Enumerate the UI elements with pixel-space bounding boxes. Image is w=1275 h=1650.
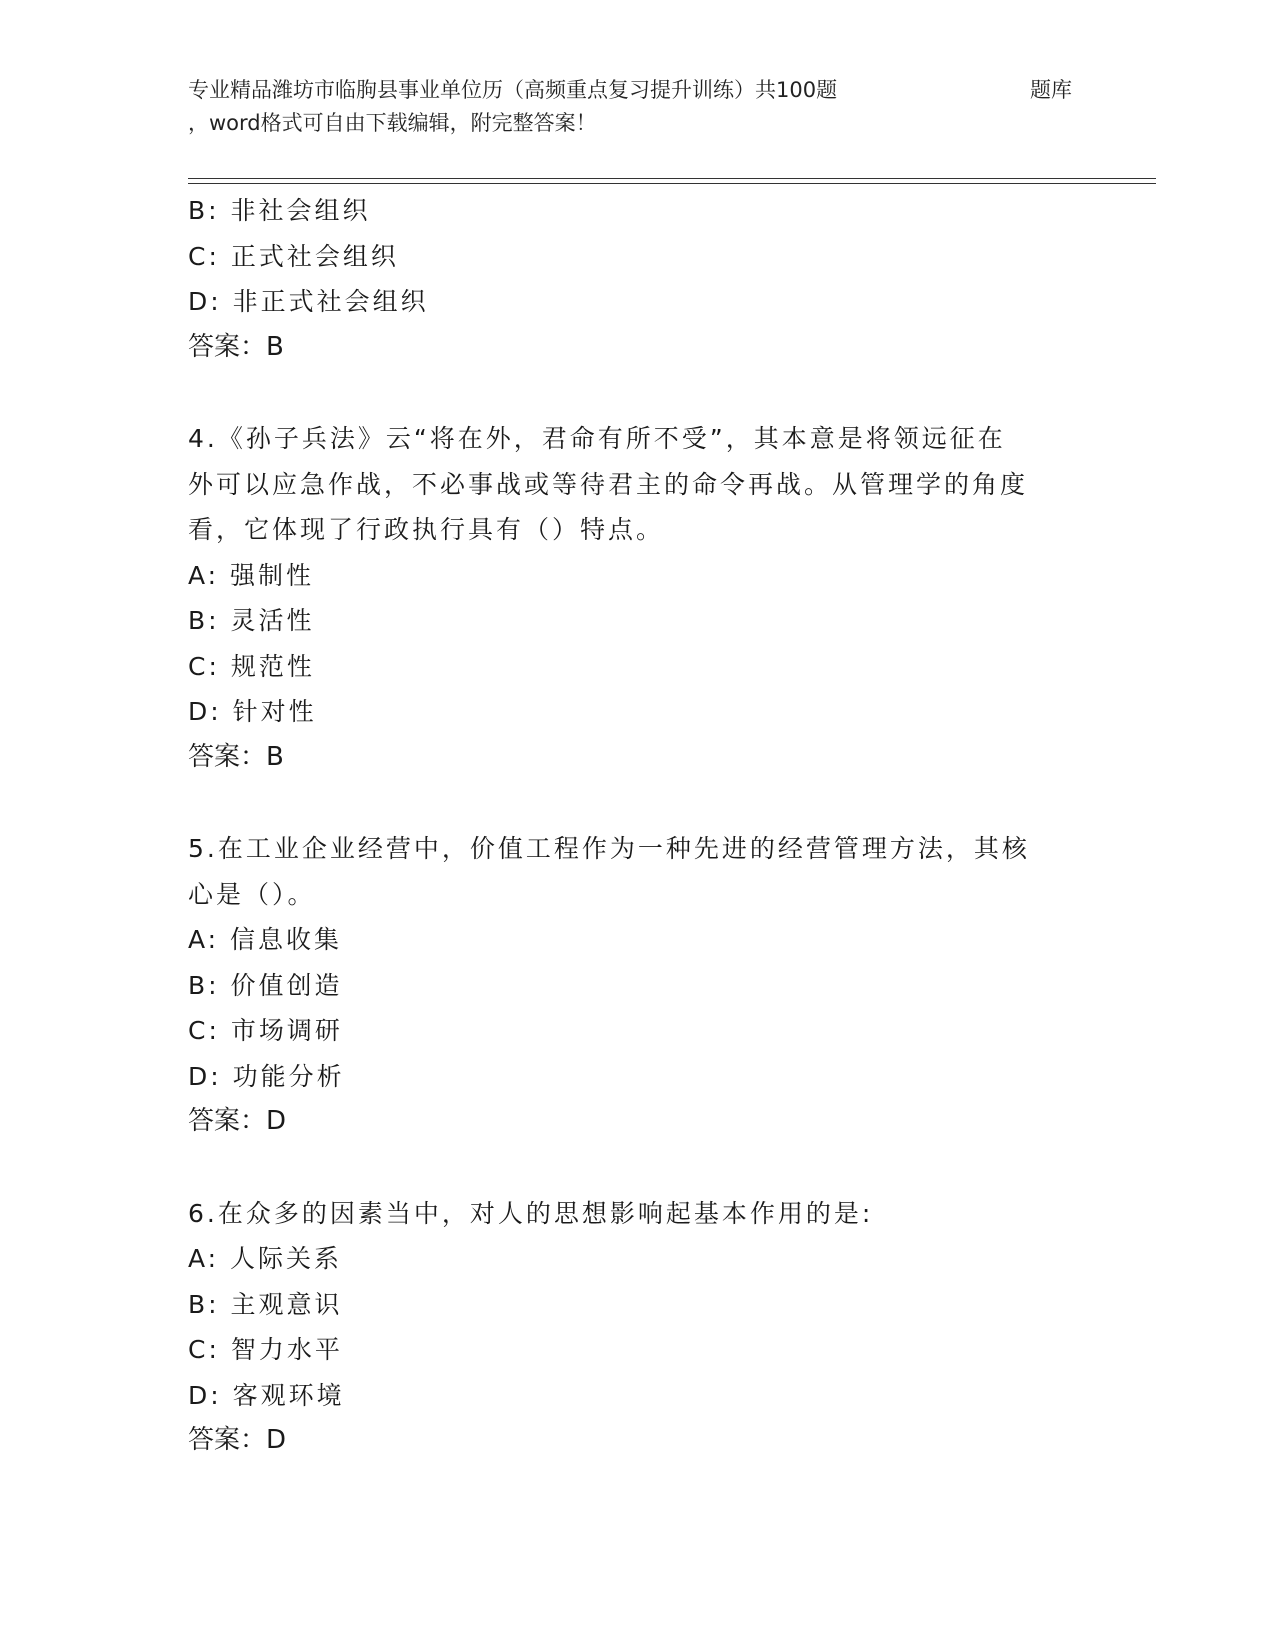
question-stem-line: 外可以应急作战，不必事战或等待君主的命令再战。从管理学的角度	[188, 469, 1029, 499]
question-stem-line: 看，它体现了行政执行具有（）特点。	[188, 515, 665, 544]
option-c: C: 规范性	[188, 651, 315, 681]
question-stem-line: 5.在工业企业经营中，价值工程作为一种先进的经营管理方法，其核	[188, 834, 1030, 863]
option-a: A: 人际关系	[188, 1244, 343, 1273]
question-4	[188, 416, 1068, 780]
spacer	[188, 1145, 1068, 1191]
header-rule-bottom	[188, 183, 1156, 184]
option-c: C: 智力水平	[188, 1335, 343, 1364]
option-a: A: 信息收集	[188, 925, 343, 954]
option-d: D: 非正式社会组织	[188, 287, 429, 316]
option-b: B: 主观意识	[188, 1289, 343, 1319]
document-subtitle: ，word格式可自由下载编辑，附完整答案！	[188, 111, 597, 135]
answer: 答案：D	[188, 1106, 287, 1136]
option-b: B: 价值创造	[188, 970, 343, 1000]
option-d: D: 功能分析	[188, 1061, 345, 1091]
option-d: D: 针对性	[188, 697, 317, 726]
answer: 答案：B	[188, 741, 284, 772]
document-title: 专业精品潍坊市临朐县事业单位历（高频重点复习提升训练）共100题	[188, 78, 838, 102]
option-b: B: 非社会组织	[188, 196, 371, 225]
spacer	[188, 780, 1068, 826]
document-title-suffix: 题库	[1030, 78, 1072, 102]
question-stem-line: 心是（）。	[188, 879, 316, 909]
question-stem-line: 4.《孙子兵法》云“将在外，君命有所不受”，其本意是将领远征在	[188, 424, 1006, 453]
option-c: C: 正式社会组织	[188, 241, 399, 271]
question-5	[188, 826, 1068, 1145]
option-b: B: 灵活性	[188, 606, 315, 635]
answer: 答案：B	[188, 331, 284, 362]
question-6	[188, 1191, 1068, 1464]
question-list	[188, 188, 1068, 1464]
option-a: A: 强制性	[188, 560, 315, 590]
spacer	[188, 370, 1068, 416]
document-header	[188, 74, 1148, 140]
option-d: D: 客观环境	[188, 1380, 345, 1410]
option-c: C: 市场调研	[188, 1016, 343, 1045]
question-3-tail	[188, 188, 1068, 370]
header-rule-top	[188, 178, 1156, 179]
question-stem-line: 6.在众多的因素当中，对人的思想影响起基本作用的是:	[188, 1198, 874, 1228]
answer: 答案：D	[188, 1425, 287, 1455]
